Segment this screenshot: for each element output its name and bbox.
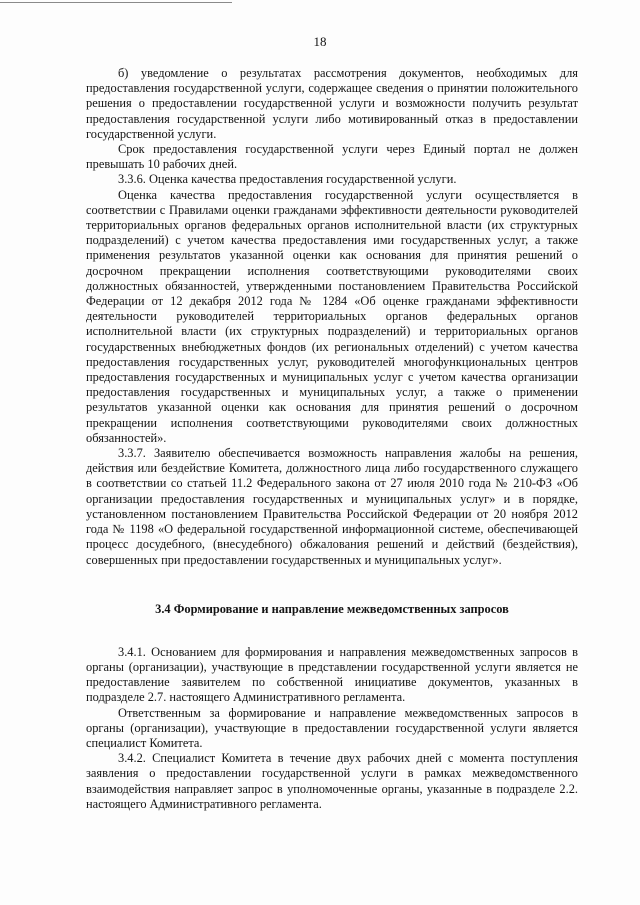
page-number: 18: [313, 34, 327, 49]
paragraph-3-4-2: 3.4.2. Специалист Комитета в течение двух рабочих дней с момента поступления заявления о предоставлении государственной услуги в рамках межведомственного взаимодействия направляет запрос в уполномоченные органы, указанные в подразделе 2.2. настоящего Административного регламента.: [86, 751, 578, 811]
paragraph-3-4-1: 3.4.1. Основанием для формирования и направления межведомственных запросов в органы (организации), участвующие в представлении государственной услуги является не предоставление заявителем по собственной инициативе документов, указанных в подразделе 2.7. настоящего Административного регламента.: [86, 644, 578, 705]
top-rule: [0, 2, 232, 3]
paragraph-3-3-6-heading: 3.3.6. Оценка качества предоставления государственной услуги.: [118, 172, 457, 187]
paragraph-quality-assessment: Оценка качества предоставления государственной услуги осуществляется в соответствии с Правилами оценки гражданами эффективности деятельности руководителей территориальных органов федеральных органов исполнительной власти (их структурных подразделений) с учетом качества предоставления ими государственных услуг, а также применения результатов указанной оценки как основания для принятия решений о досрочном прекращении исполнения соответствующими руководителями своих должностных обязанностей, утвержденными постановлением Правительства Российской Федерации от 12 декабря 2012 года № 1284 «Об оценке гражданами эффективности деятельности руководителей территориальных органов федеральных органов исполнительной власти (их структурных подразделений) и территориальных органов государственных внебюджетных фондов (их региональных отделений) с учетом качества предоставления государственных услуг, руководителей многофункциональных центров предоставления государственных и муниципальных услуг с учетом качества организации предоставления государственных и муниципальных услуг, а также о применении результатов указанной оценки как основания для принятия решений о досрочном прекращении исполнения соответствующими руководителями своих должностных обязанностей».: [86, 187, 578, 445]
paragraph-3-3-7-complaint: 3.3.7. Заявителю обеспечивается возможность направления жалобы на решения, действия или бездействие Комитета, должностного лица либо государственного служащего в соответствии со статьей 11.2 Федерального закона от 27 июля 2010 года № 210-ФЗ «Об организации предоставления государственных и муниципальных услуг» и в порядке, установленном постановлением Правительства Российской Федерации от 20 ноября 2012 года № 1198 «О федеральной государственной информационной системе, обеспечивающей процесс досудебного, (внесудебного) обжалования решений и действий (бездействия), совершенных при предоставлении государственных и муниципальных услуг».: [86, 446, 578, 567]
paragraph-portal-deadline: Срок предоставления государственной услуги через Единый портал не должен превышать 10 рабочих дней.: [86, 142, 578, 172]
section-title-3-4: 3.4 Формирование и направление межведомственных запросов: [155, 601, 509, 616]
paragraph-responsible-specialist: Ответственным за формирование и направление межведомственных запросов в органы (организации), участвующие в предоставлении государственной услуги является специалист Комитета.: [86, 705, 578, 750]
document-body: [86, 66, 578, 812]
paragraph-notification: б) уведомление о результатах рассмотрения документов, необходимых для предоставления государственной услуги, содержащее сведения о принятии положительного решения о предоставлении государственной услуги и возможности получить результат предоставления государственной услуги либо мотивированный отказ в предоставлении государственной услуги.: [86, 66, 578, 141]
